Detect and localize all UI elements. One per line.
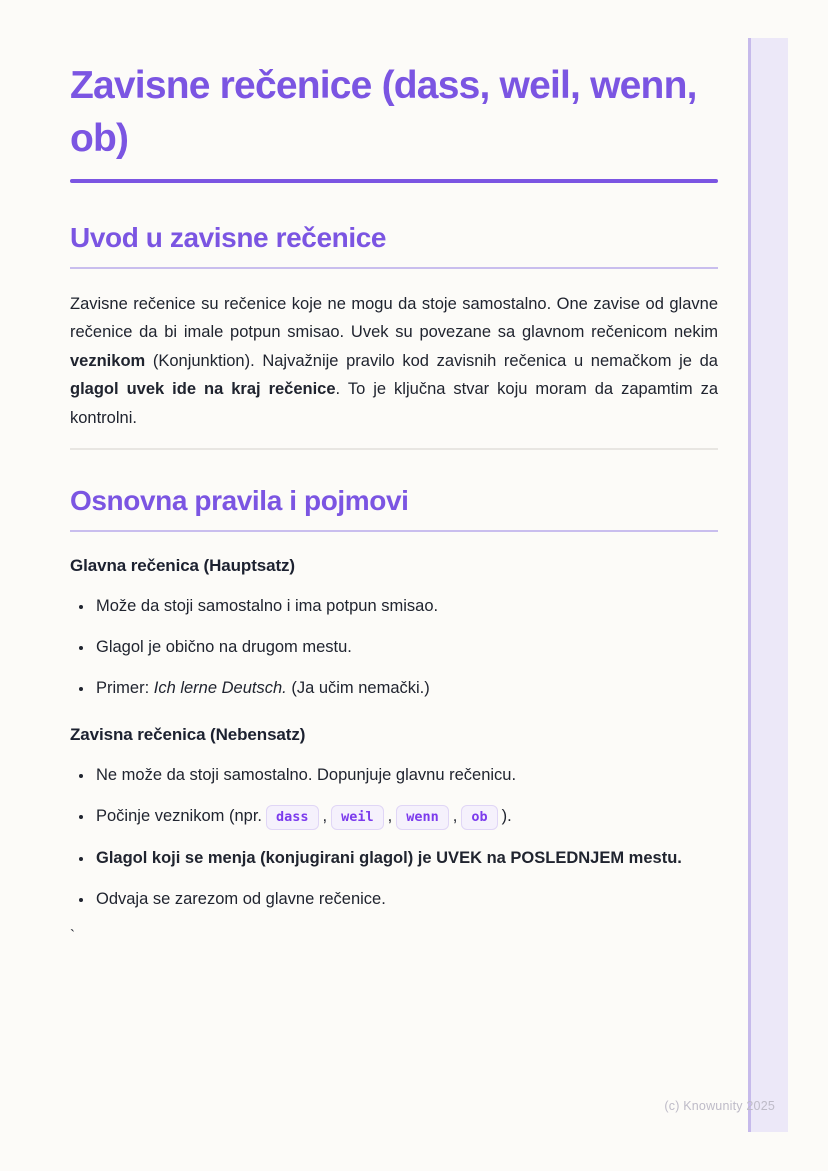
example-translation: (Ja učim nemački.) bbox=[286, 678, 430, 697]
intro-text-start: Zavisne rečenice su rečenice koje ne mogu da stoje samostalno. One zavise od glavne rečenice da bi imale potpun smisao. Uvek su povezane sa glavnom rečenicom nekim bbox=[70, 294, 718, 342]
bullet-list-nebensatz bbox=[70, 762, 700, 913]
title-rule bbox=[70, 179, 718, 183]
comma-separator: , bbox=[322, 806, 328, 825]
bullet-list-hauptsatz bbox=[70, 593, 700, 701]
comma-separator: , bbox=[452, 806, 458, 825]
list-item-connectors bbox=[94, 803, 700, 831]
list-item: • Ne može da stoji samostalno. Dopunjuje glavnu rečenicu. bbox=[94, 762, 700, 788]
intro-bold-veznikom: veznikom bbox=[70, 351, 146, 370]
list-item bbox=[94, 675, 700, 701]
list-item: • Odvaja se zarezom od glavne rečenice. bbox=[94, 886, 700, 912]
list-item: • Glagol je obično na drugom mestu. bbox=[94, 634, 700, 660]
connector-badge-dass: dass bbox=[266, 805, 319, 831]
connector-badge-weil: weil bbox=[331, 805, 384, 831]
intro-bold-rule: glagol uvek ide na kraj rečenice bbox=[70, 380, 336, 399]
example-sentence: Ich lerne Deutsch. bbox=[153, 678, 287, 697]
stray-backtick: ` bbox=[70, 927, 75, 945]
intro-text-mid: (Konjunktion). Najvažnije pravilo kod zavisnih rečenica u nemačkom je da bbox=[145, 351, 718, 370]
subheading-nebensatz: Zavisna rečenica (Nebensatz) bbox=[70, 724, 306, 744]
section-divider bbox=[70, 448, 718, 450]
section-heading-rules: Osnovna pravila i pojmovi bbox=[70, 484, 718, 532]
connectors-post-text: ). bbox=[501, 806, 512, 825]
footer-copyright: (c) Knowunity 2025 bbox=[664, 1099, 775, 1113]
connectors-pre-text: Počinje veznikom (npr. bbox=[96, 806, 262, 825]
connector-badge-wenn: wenn bbox=[396, 805, 449, 831]
subheading-hauptsatz: Glavna rečenica (Hauptsatz) bbox=[70, 555, 295, 575]
intro-paragraph bbox=[70, 290, 718, 432]
page-title: Zavisne rečenice (dass, weil, wenn, ob) bbox=[70, 64, 697, 160]
intro-text-end: . To je ključna stvar koju moram da zapamtim za kontrolni. bbox=[70, 380, 718, 427]
section-heading-intro: Uvod u zavisne rečenice bbox=[70, 221, 718, 269]
example-label: Primer: bbox=[96, 678, 154, 697]
comma-separator: , bbox=[387, 806, 393, 825]
connector-badge-ob: ob bbox=[461, 805, 497, 831]
list-item-verb-rule: • Glagol koji se menja (konjugirani glagol) je UVEK na POSLEDNJEM mestu. bbox=[94, 845, 700, 871]
list-item: • Može da stoji samostalno i ima potpun smisao. bbox=[94, 593, 700, 619]
